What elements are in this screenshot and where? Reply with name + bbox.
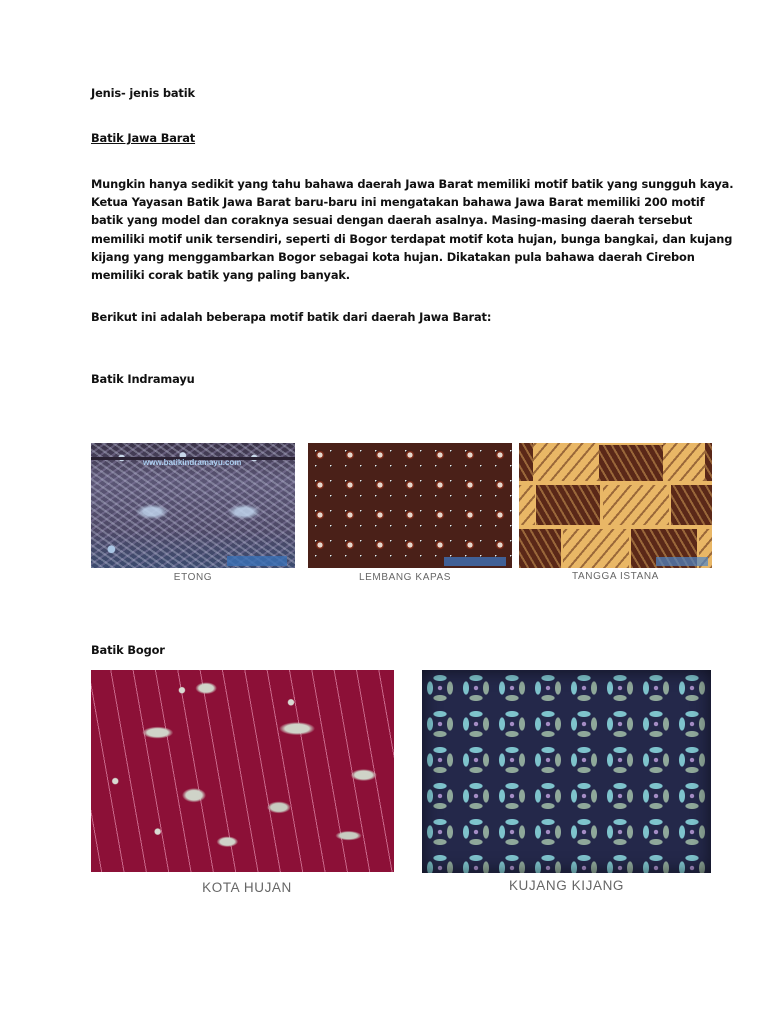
intro-paragraph bbox=[91, 175, 734, 284]
batik-kota-hujan-image bbox=[91, 670, 394, 872]
caption-etong: ETONG bbox=[173, 572, 213, 583]
caption-lembang-kapas: LEMBANG KAPAS bbox=[358, 572, 452, 583]
image-watermark-logo bbox=[656, 557, 708, 566]
caption-kota-hujan: KOTA HUJAN bbox=[202, 880, 292, 895]
caption-kujang-kijang: KUJANG KIJANG bbox=[508, 878, 625, 893]
image-vignette bbox=[422, 670, 711, 873]
paragraph-line: Mungkin hanya sedikit yang tahu bahawa daerah Jawa Barat memiliki motif batik yang sungguh kaya. bbox=[91, 177, 734, 191]
pattern-block bbox=[536, 485, 600, 525]
pattern-block bbox=[533, 443, 599, 481]
pattern-block bbox=[519, 485, 535, 525]
image-watermark-logo bbox=[444, 557, 506, 566]
batik-tangga-istana-image bbox=[519, 443, 712, 568]
paragraph-line: Ketua Yayasan Batik Jawa Barat baru-baru ini mengatakan bahawa Jawa Barat memiliki 200 motif bbox=[91, 195, 705, 210]
motif-intro-text: Berikut ini adalah beberapa motif batik dari daerah Jawa Barat: bbox=[91, 310, 492, 324]
section-heading-indramayu: Batik Indramayu bbox=[91, 372, 195, 386]
document-title: Jenis- jenis batik bbox=[91, 86, 195, 100]
pattern-block bbox=[663, 443, 705, 481]
section-heading-jawa-barat: Batik Jawa Barat bbox=[91, 131, 196, 145]
pattern-block bbox=[599, 445, 663, 481]
paragraph-line: memiliki corak batik yang paling banyak. bbox=[91, 268, 350, 283]
section-heading-bogor: Batik Bogor bbox=[91, 643, 165, 657]
batik-lembang-kapas-image bbox=[308, 443, 512, 568]
paragraph-line: kijang yang menggambarkan Bogor sebagai kota hujan. Dikatakan pula bahawa daerah Cirebon bbox=[91, 249, 695, 264]
batik-kujang-kijang-image bbox=[422, 670, 711, 873]
pattern-block bbox=[519, 529, 561, 568]
image-watermark: www.batikindramayu.com bbox=[143, 458, 242, 467]
image-corner-mark bbox=[227, 556, 287, 566]
paragraph-line: batik yang model dan coraknya sesuai dengan daerah asalnya. Masing-masing daerah tersebut bbox=[91, 213, 693, 228]
batik-etong-image bbox=[91, 443, 295, 568]
pattern-block bbox=[671, 485, 712, 525]
caption-tangga-istana: TANGGA ISTANA bbox=[572, 571, 659, 582]
pattern-block bbox=[603, 485, 669, 525]
pattern-block bbox=[519, 443, 533, 481]
paragraph-line: memiliki motif unik tersendiri, seperti di Bogor terdapat motif kota hujan, bunga bangkai, dan kujang bbox=[91, 231, 733, 246]
pattern-block bbox=[705, 443, 712, 481]
pattern-block bbox=[563, 529, 629, 568]
